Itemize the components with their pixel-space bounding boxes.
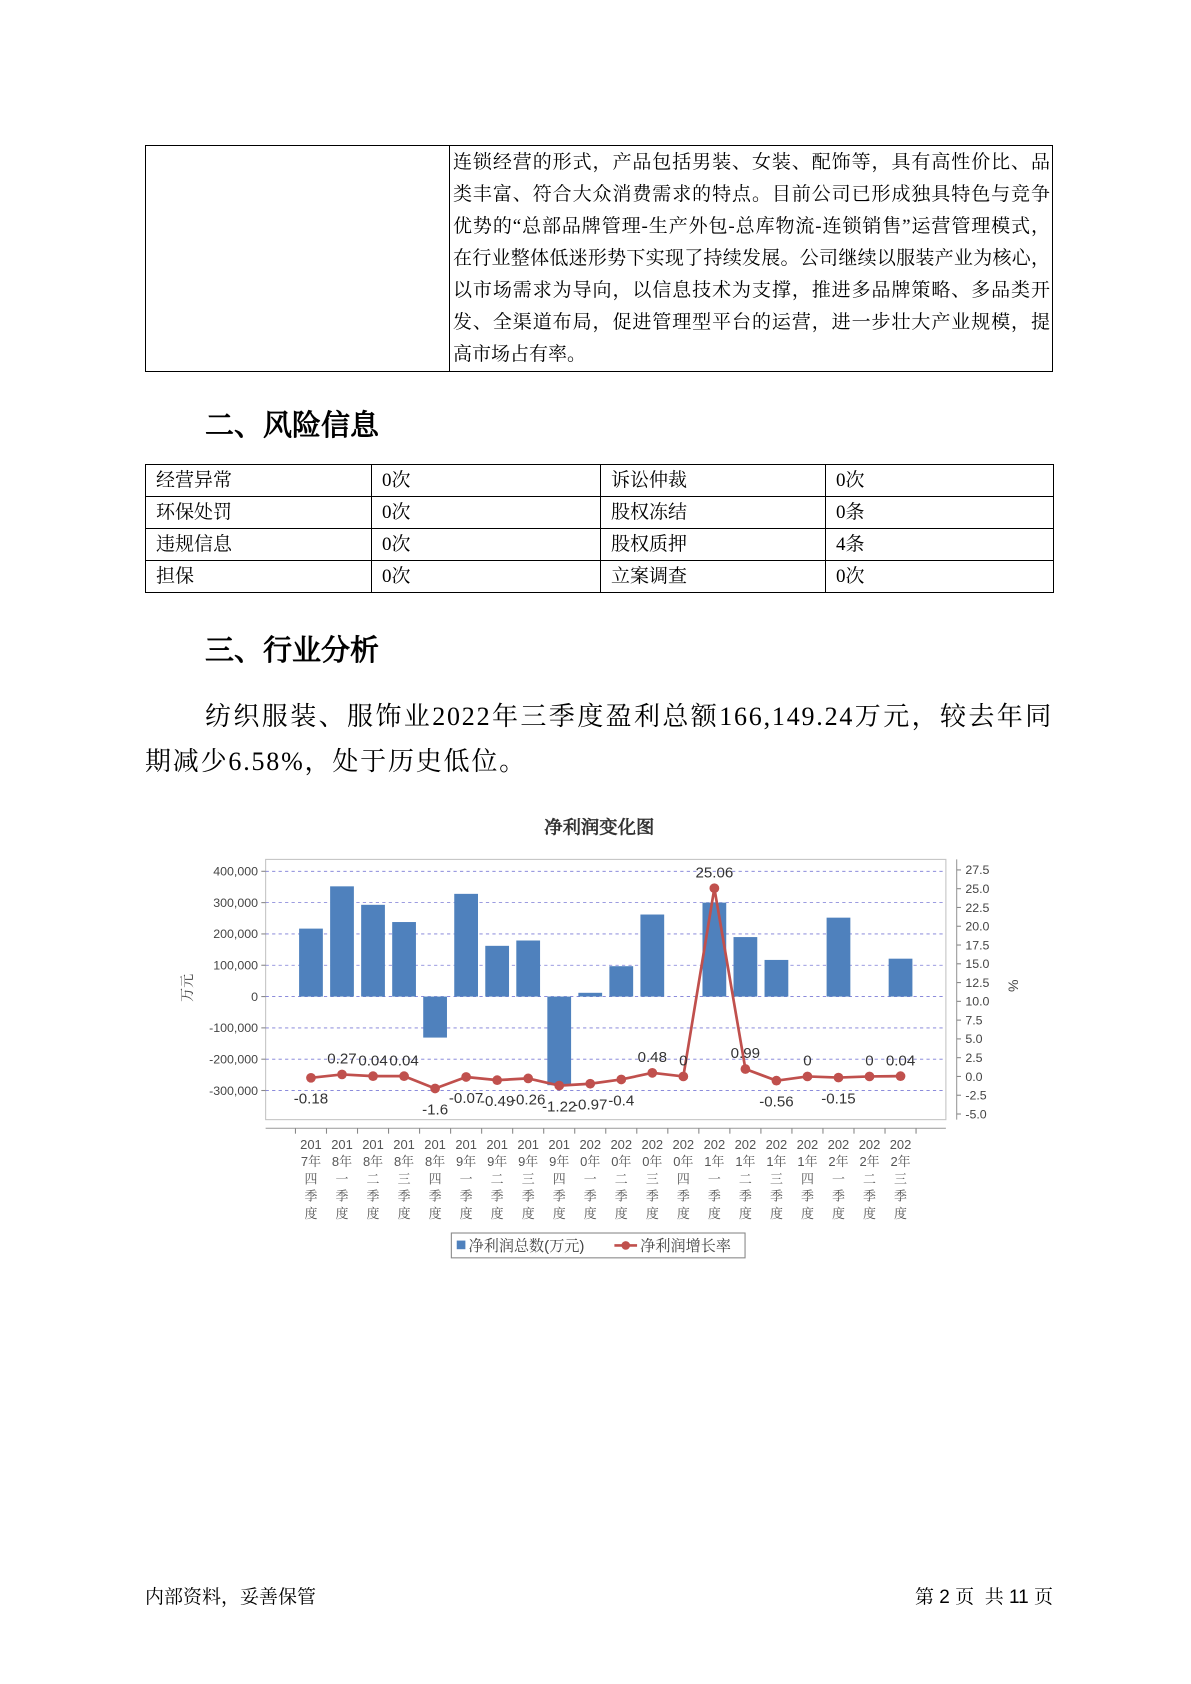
growth-rate-data-label: -0.15 [821, 1090, 856, 1108]
growth-rate-point [803, 1072, 813, 1082]
y2-tick-label: 12.5 [965, 975, 990, 990]
growth-rate-point [554, 1081, 564, 1091]
risk-value: 0次 [372, 497, 601, 529]
x-tick-label: 202 2年三季度 [889, 1136, 912, 1221]
x-tick-label: 201 8年四季度 [424, 1136, 446, 1221]
x-tick-label: 201 9年一季度 [455, 1136, 477, 1221]
footer-page-number: 第 2 页 共 11 页 [915, 1587, 1053, 1608]
growth-rate-point [834, 1073, 844, 1083]
growth-rate-point [399, 1071, 409, 1081]
risk-label: 经营异常 [146, 465, 372, 497]
bar [516, 941, 540, 997]
industry-summary-paragraph: 纺织服装、服饰业2022年三季度盈利总额166,149.24万元，较去年同期减少6.58%，处于历史低位。 [145, 702, 1053, 776]
x-tick-label: 201 8年一季度 [331, 1136, 353, 1221]
y-tick-label: 0 [251, 989, 259, 1004]
x-tick-label: 202 0年一季度 [579, 1136, 602, 1221]
y2-tick-label: 20.0 [965, 919, 990, 934]
table-row [146, 529, 1054, 561]
legend-bar-swatch [457, 1241, 466, 1250]
bar [485, 946, 509, 997]
growth-rate-data-label: 0 [803, 1052, 812, 1070]
growth-rate-data-label: -1.22 [541, 1098, 577, 1116]
industry-section-heading: 三、行业分析 [205, 635, 380, 667]
chart-legend [451, 1233, 745, 1258]
y2-tick-label: -2.5 [965, 1088, 987, 1103]
growth-rate-data-label: -0.97 [573, 1096, 608, 1114]
table-row [146, 465, 1054, 497]
growth-rate-point [647, 1068, 657, 1078]
growth-rate-point [616, 1075, 626, 1085]
chart-title: 净利润变化图 [544, 816, 655, 838]
growth-rate-data-label: 0.48 [637, 1049, 668, 1067]
growth-rate-data-label: 0 [679, 1052, 688, 1070]
bar [609, 966, 633, 996]
y-tick-label: -300,000 [209, 1083, 259, 1098]
growth-rate-data-label: -0.4 [608, 1092, 635, 1110]
net-profit-chart [0, 800, 1191, 1280]
x-tick-label: 201 8年二季度 [362, 1136, 384, 1221]
bar [423, 997, 447, 1038]
growth-rate-data-label: 0.99 [730, 1045, 761, 1063]
bar [765, 960, 789, 997]
risk-label: 股权冻结 [601, 497, 826, 529]
risk-label: 股权质押 [601, 529, 826, 561]
y-tick-label: -100,000 [209, 1021, 259, 1036]
growth-rate-point [710, 883, 720, 893]
growth-rate-point [430, 1084, 440, 1094]
growth-rate-point [368, 1071, 378, 1081]
growth-rate-point [585, 1079, 595, 1089]
y-tick-label: 100,000 [213, 958, 259, 973]
y-tick-label: 200,000 [213, 927, 259, 942]
intro-left-cell [146, 146, 450, 371]
risk-value: 0次 [372, 561, 601, 593]
table-row [146, 497, 1054, 529]
bar [889, 959, 913, 997]
growth-rate-data-label: -0.18 [293, 1090, 329, 1108]
y2-tick-label: 5.0 [965, 1032, 983, 1047]
risk-label: 担保 [146, 561, 372, 593]
growth-rate-data-label: 0.04 [885, 1052, 916, 1070]
x-tick-label: 202 0年四季度 [672, 1136, 695, 1221]
growth-rate-data-label: 0.04 [389, 1052, 419, 1070]
bar [392, 922, 416, 997]
y2-tick-label: 0.0 [965, 1069, 983, 1084]
y-axis-title: 万元 [179, 973, 196, 1002]
y2-tick-label: 25.0 [965, 882, 990, 897]
growth-rate-point [492, 1075, 502, 1085]
growth-rate-point [678, 1072, 688, 1082]
y-tick-label: -200,000 [209, 1052, 259, 1067]
growth-rate-data-label: -0.49 [479, 1093, 515, 1111]
bar [827, 918, 851, 997]
intro-text-line: 优势的“总部品牌管理-生产外包-总库物流-连锁销售”运营管理模式， [453, 216, 1050, 237]
risk-label: 立案调查 [601, 561, 826, 593]
risk-value: 0次 [826, 561, 1054, 593]
table-row [146, 561, 1054, 593]
bar [734, 937, 758, 996]
intro-text-line: 在行业整体低迷形势下实现了持续发展。公司继续以服装产业为核心， [453, 248, 1050, 269]
growth-rate-point [306, 1073, 316, 1083]
x-tick-label: 202 0年三季度 [641, 1136, 664, 1221]
y2-tick-label: 15.0 [965, 957, 990, 972]
x-tick-label: 202 1年二季度 [734, 1136, 757, 1221]
growth-rate-data-label: -0.56 [759, 1093, 794, 1111]
growth-rate-data-label: -1.6 [422, 1101, 449, 1119]
risk-value: 4条 [826, 529, 1054, 561]
bar [299, 929, 323, 997]
x-tick-label: 202 0年二季度 [610, 1136, 633, 1221]
x-tick-label: 202 1年三季度 [765, 1136, 788, 1221]
intro-description-cell [450, 146, 1052, 371]
risk-label: 环保处罚 [146, 497, 372, 529]
risk-value: 0条 [826, 497, 1054, 529]
y2-tick-label: 10.0 [965, 994, 990, 1009]
x-tick-label: 202 2年二季度 [858, 1136, 881, 1221]
legend-bar-label: 净利润总数(万元) [468, 1237, 585, 1255]
y2-tick-label: 17.5 [965, 938, 990, 953]
growth-rate-point [896, 1071, 906, 1081]
intro-text-line: 连锁经营的形式，产品包括男装、女装、配饰等，具有高性价比、品 [453, 152, 1050, 173]
legend-line-marker [621, 1241, 630, 1250]
intro-text-line: 高市场占有率。 [453, 344, 587, 365]
y2-tick-label: 2.5 [965, 1050, 983, 1065]
chart-marks [209, 859, 989, 1220]
x-tick-label: 201 8年三季度 [393, 1136, 415, 1221]
growth-rate-data-label: -0.26 [510, 1091, 546, 1109]
bar [454, 894, 478, 997]
growth-rate-data-label: 25.06 [695, 864, 734, 882]
intro-text-line: 类丰富、符合大众消费需求的特点。目前公司已形成独具特色与竞争 [453, 184, 1050, 205]
y-tick-label: 300,000 [213, 895, 259, 910]
x-tick-label: 201 9年四季度 [548, 1136, 571, 1221]
x-tick-label: 201 7年四季度 [300, 1136, 322, 1221]
y2-axis-title: % [1005, 979, 1022, 992]
bar [361, 905, 385, 997]
y-tick-label: 400,000 [213, 864, 259, 879]
risk-value: 0次 [826, 465, 1054, 497]
risk-label: 诉讼仲裁 [601, 465, 826, 497]
growth-rate-point [865, 1072, 875, 1082]
y2-tick-label: 7.5 [965, 1013, 983, 1028]
growth-rate-point [741, 1064, 751, 1074]
bar [702, 903, 726, 997]
bar [578, 993, 602, 997]
growth-rate-data-label: 0.04 [358, 1052, 388, 1070]
x-tick-label: 201 9年二季度 [486, 1136, 508, 1221]
x-tick-label: 202 1年一季度 [703, 1136, 726, 1221]
growth-rate-data-label: 0.27 [327, 1050, 357, 1068]
x-tick-label: 202 1年四季度 [796, 1136, 819, 1221]
y2-tick-label: 22.5 [965, 900, 990, 915]
growth-rate-point [772, 1076, 782, 1086]
risk-info-table [145, 464, 1054, 593]
growth-rate-point [461, 1072, 471, 1082]
risk-value: 0次 [372, 529, 601, 561]
intro-text-line: 以市场需求为导向，以信息技术为支撑，推进多品牌策略、多品类开 [453, 280, 1050, 301]
bar [330, 886, 354, 996]
growth-rate-point [337, 1070, 347, 1080]
risk-section-heading: 二、风险信息 [205, 410, 380, 442]
risk-value: 0次 [372, 465, 601, 497]
bar [640, 915, 664, 997]
growth-rate-data-label: 0 [865, 1052, 874, 1070]
risk-label: 违规信息 [146, 529, 372, 561]
legend-line-label: 净利润增长率 [640, 1237, 731, 1255]
growth-rate-point [523, 1074, 533, 1084]
growth-rate-data-label: -0.07 [448, 1089, 484, 1107]
company-intro-table [145, 145, 1053, 372]
x-tick-label: 201 9年三季度 [517, 1136, 539, 1221]
y2-tick-label: -5.0 [965, 1107, 987, 1122]
x-tick-label: 202 2年一季度 [827, 1136, 850, 1221]
bar [547, 997, 571, 1086]
footer-confidential-note: 内部资料，妥善保管 [145, 1587, 317, 1608]
y2-tick-label: 27.5 [965, 863, 990, 878]
intro-text-line: 发、全渠道布局，促进管理型平台的运营，进一步壮大产业规模，提 [453, 312, 1050, 333]
